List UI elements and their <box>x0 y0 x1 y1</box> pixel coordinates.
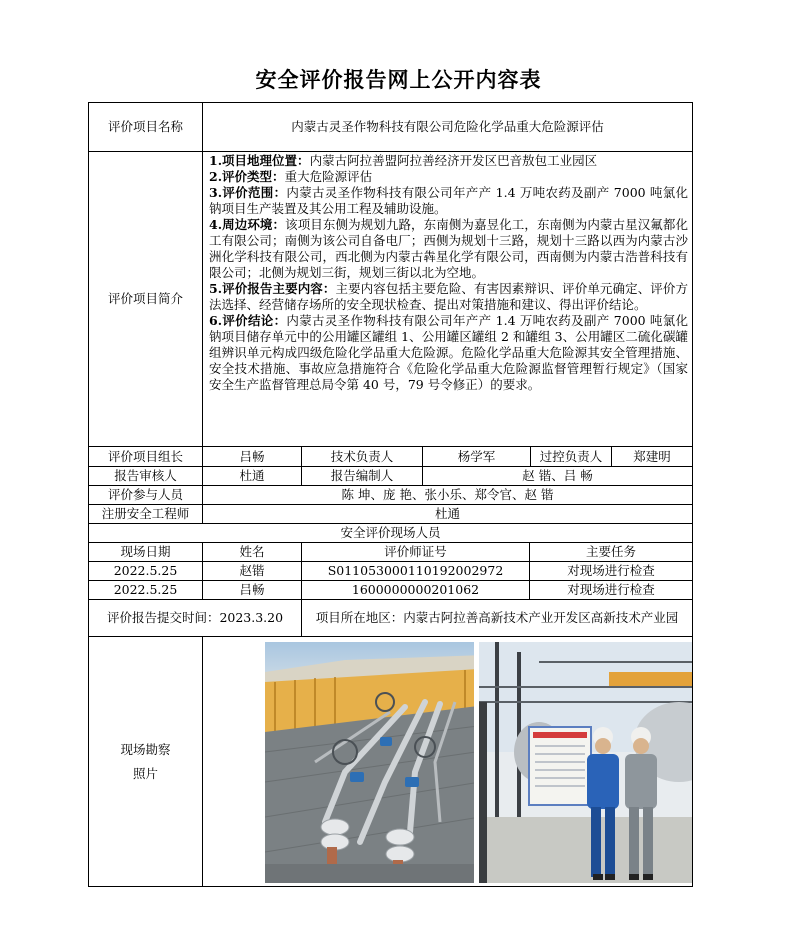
site-date: 2022.5.25 <box>89 581 203 600</box>
site-task: 对现场进行检查 <box>530 562 693 581</box>
site-cert: S011053000110192002972 <box>302 562 530 581</box>
tech-label: 技术负责人 <box>302 447 423 467</box>
tech-value: 杨学军 <box>423 447 531 466</box>
project-intro <box>203 152 693 447</box>
project-name-value: 内蒙古灵圣作物科技有限公司危险化学品重大危险源评估 <box>203 103 693 152</box>
table-row <box>89 562 693 581</box>
table-row <box>89 581 693 600</box>
writer-value: 赵 锴、吕 畅 <box>423 467 693 486</box>
project-name-label: 评价项目名称 <box>89 103 203 152</box>
participants-label: 评价参与人员 <box>89 486 203 505</box>
site-header-cert: 评价师证号 <box>302 543 530 562</box>
site-name: 吕畅 <box>203 581 302 600</box>
site-task: 对现场进行检查 <box>530 581 693 600</box>
reviewer-value: 杜通 <box>203 467 302 486</box>
intro-item: 2.评价类型：重大危险源评估 <box>209 169 373 184</box>
site-date: 2022.5.25 <box>89 562 203 581</box>
site-header-date: 现场日期 <box>89 543 203 562</box>
leader-label: 评价项目组长 <box>89 447 203 467</box>
project-intro-label: 评价项目简介 <box>89 152 203 447</box>
page-title: 安全评价报告网上公开内容表 <box>255 68 542 92</box>
intro-item: 6.评价结论：内蒙古灵圣作物科技有限公司年产产 1.4 万吨农药及副产 7000 吨氯化钠项目储存单元中的公用罐区罐组 1、公用罐区罐组 2 和罐组 3、公用罐区二硫化碳罐组辨识单元构成四级危险化学品重大危险源。危险化学品重大危险源其安全管理措施、安全技术措施、事故应急措施符合《危险化学品重大危险源监督管理暂行规定》（国家安全生产监督管理总局令第 40 号，79 号令修正）的要求。 <box>209 313 689 392</box>
intro-item: 1.项目地理位置：内蒙古阿拉善盟阿拉善经济开发区巴音敖包工业园区 <box>209 153 598 168</box>
writer-label: 报告编制人 <box>302 467 423 486</box>
intro-item: 3.评价范围：内蒙古灵圣作物科技有限公司年产产 1.4 万吨农药及副产 7000 吨氯化钠项目生产装置及其公用工程及辅助设施。 <box>209 185 689 216</box>
report-table <box>88 102 693 887</box>
photos-cell <box>203 637 693 887</box>
process-label: 过控负责人 <box>531 447 612 466</box>
site-name: 赵锴 <box>203 562 302 581</box>
site-header-name: 姓名 <box>203 543 302 562</box>
participants-value: 陈 坤、庞 艳、张小乐、郑令官、赵 锴 <box>203 486 693 505</box>
process-value: 郑建明 <box>633 448 671 464</box>
reviewer-label: 报告审核人 <box>89 467 203 486</box>
leader-value: 吕畅 <box>203 447 302 467</box>
photos-label: 现场勘察照片 <box>89 637 203 887</box>
site-header-task: 主要任务 <box>530 543 693 562</box>
engineer-label: 注册安全工程师 <box>89 505 203 524</box>
intro-item: 4.周边环境：该项目东侧为规划九路，东南侧为嘉昱化工，东南侧为内蒙古星汉氟都化工有限公司；南侧为该公司自备电厂；西侧为规划十三路，规划十三路以西为内蒙古沙洲化学科技有限公司，西北侧为内蒙古犇星化学有限公司，西南侧为内蒙古浩普科技有限公司；北侧为规划三街，规划三街以北为空地。 <box>209 217 689 280</box>
intro-item: 5.评价报告主要内容：主要内容包括主要危险、有害因素辩识、评价单元确定、评价方法选择、经营储存场所的安全现状检查、提出对策措施和建议、得出评价结论。 <box>209 281 688 312</box>
project-area: 项目所在地区：内蒙古阿拉善高新技术产业开发区高新技术产业园 <box>302 600 693 637</box>
engineer-value: 杜通 <box>203 505 693 524</box>
submit-time: 评价报告提交时间：2023.3.20 <box>89 600 302 637</box>
pipeline-valves-photo <box>265 642 474 883</box>
site-cert: 1600000000201062 <box>302 581 530 600</box>
site-inspection-photo <box>479 642 692 883</box>
site-section-title: 安全评价现场人员 <box>89 524 693 543</box>
